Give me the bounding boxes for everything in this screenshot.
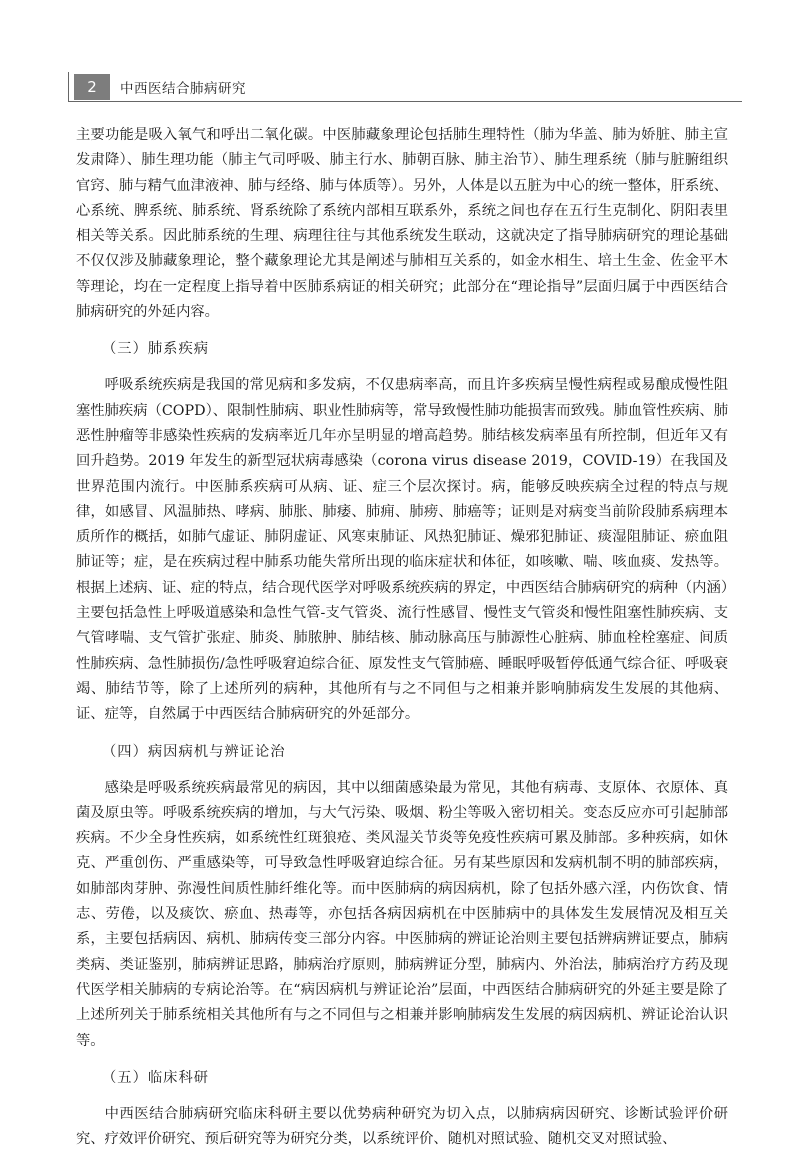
section-heading-5: （五）临床科研 [102,1069,210,1086]
running-header [62,72,742,102]
header-horizontal-rule [68,101,742,102]
section-heading-3: （三）肺系疾病 [102,341,210,358]
page-number: 2 [74,74,110,100]
paragraph-etiology: 感染是呼吸系统疾病最常见的病因，其中以细菌感染最为常见，其他有病毒、支原体、衣原体、真菌及原虫等。呼吸系统疾病的增加，与大气污染、吸烟、粉尘等吸入密切相关。变态反应亦可引起肺部疾病。不少全身性疾病，如系统性红斑狼疮、类风湿关节炎等免疫性疾病可累及肺部。多种疾病，如休克、严重创伤、严重感染等，可导致急性呼吸窘迫综合征。另有某些原因和发病机制不明的肺部疾病，如肺部肉芽肿、弥漫性间质性肺纤维化等。而中医肺病的病因病机，除了包括外感六淫，内伤饮食、情志、劳倦，以及痰饮、瘀血、热毒等，亦包括各病因病机在中医肺病中的具体发生发展情况及相互关系，主要包括病因、病机、肺病传变三部分内容。中医肺病的辨证论治则主要包括辨病辨证要点，肺病类病、类证鉴别，肺病辨证思路，肺病治疗原则，肺病辨证分型，肺病内、外治法，肺病治疗方药及现代医学相关肺病的专病论治等。在“病因病机与辨证论治”层面，中西医结合肺病研究的外延主要是除了上述所列关于肺系统相关其他所有与之不同但与之相兼并影响肺病发生发展的病因病机、辨证论治认识等。 [76,779,728,1049]
section-heading-4: （四）病因病机与辨证论治 [102,743,286,760]
page-body [76,123,728,1152]
header-vertical-rule [68,72,69,102]
paragraph-continued: 主要功能是吸入氧气和呼出二氧化碳。中医肺藏象理论包括肺生理特性（肺为华盖、肺为娇脏、肺主宣发肃降）、肺生理功能（肺主气司呼吸、肺主行水、肺朝百脉、肺主治节）、肺生理系统（肺与脏腑组织官窍、肺与精气血津液神、肺与经络、肺与体质等）。另外，人体是以五脏为中心的统一整体，肝系统、心系统、脾系统、肺系统、肾系统除了系统内部相互联系外，系统之间也存在五行生克制化、阴阳表里相关等关系。因此肺系统的生理、病理往往与其他系统发生联动，这就决定了指导肺病研究的理论基础不仅仅涉及肺藏象理论，整个藏象理论尤其是阐述与肺相互关系的，如金水相生、培土生金、佐金平木等理论，均在一定程度上指导着中医肺系病证的相关研究；此部分在“理论指导”层面归属于中西医结合肺病研究的外延内容。 [76,127,728,321]
book-title: 中西医结合肺病研究 [120,81,246,97]
paragraph-lung-diseases: 呼吸系统疾病是我国的常见病和多发病，不仅患病率高，而且许多疾病呈慢性病程或易酿成慢性阻塞性肺疾病（COPD）、限制性肺病、职业性肺病等，常导致慢性肺功能损害而致残。肺血管性疾病、肺恶性肿瘤等非感染性疾病的发病率近几年亦呈明显的增高趋势。肺结核发病率虽有所控制，但近年又有回升趋势。2019 年发生的新型冠状病毒感染（corona virus disease 2019，COVID-19）在我国及世界范围内流行。中医肺系疾病可从病、证、症三个层次探讨。病，能够反映疾病全过程的特点与规律，如感冒、风温肺热、哮病、肺胀、肺痿、肺痈、肺痨、肺癌等；证则是对病变当前阶段肺系病理本质所作的概括，如肺气虚证、肺阴虚证、风寒束肺证、风热犯肺证、燥邪犯肺证、痰湿阻肺证、瘀血阻肺证等；症，是在疾病过程中肺系功能失常所出现的临床症状和体征，如咳嗽、喘、咳血痰、发热等。根据上述病、证、症的特点，结合现代医学对呼吸系统疾病的界定，中西医结合肺病研究的病种（内涵）主要包括急性上呼吸道感染和急性气管-支气管炎、流行性感冒、慢性支气管炎和慢性阻塞性肺疾病、支气管哮喘、支气管扩张症、肺炎、肺脓肿、肺结核、肺动脉高压与肺源性心脏病、肺血栓栓塞症、间质性肺疾病、急性肺损伤/急性呼吸窘迫综合征、原发性支气管肺癌、睡眠呼吸暂停低通气综合征、呼吸衰竭、肺结节等，除了上述所列的病种，其他所有与之不同但与之相兼并影响肺病发生发展的其他病、证、症等，自然属于中西医结合肺病研究的外延部分。 [76,377,728,723]
paragraph-clinical-research: 中西医结合肺病研究临床科研主要以优势病种研究为切入点，以肺病病因研究、诊断试验评价研究、疗效评价研究、预后研究等为研究分类，以系统评价、随机对照试验、随机交叉对照试验、 [76,1105,728,1148]
